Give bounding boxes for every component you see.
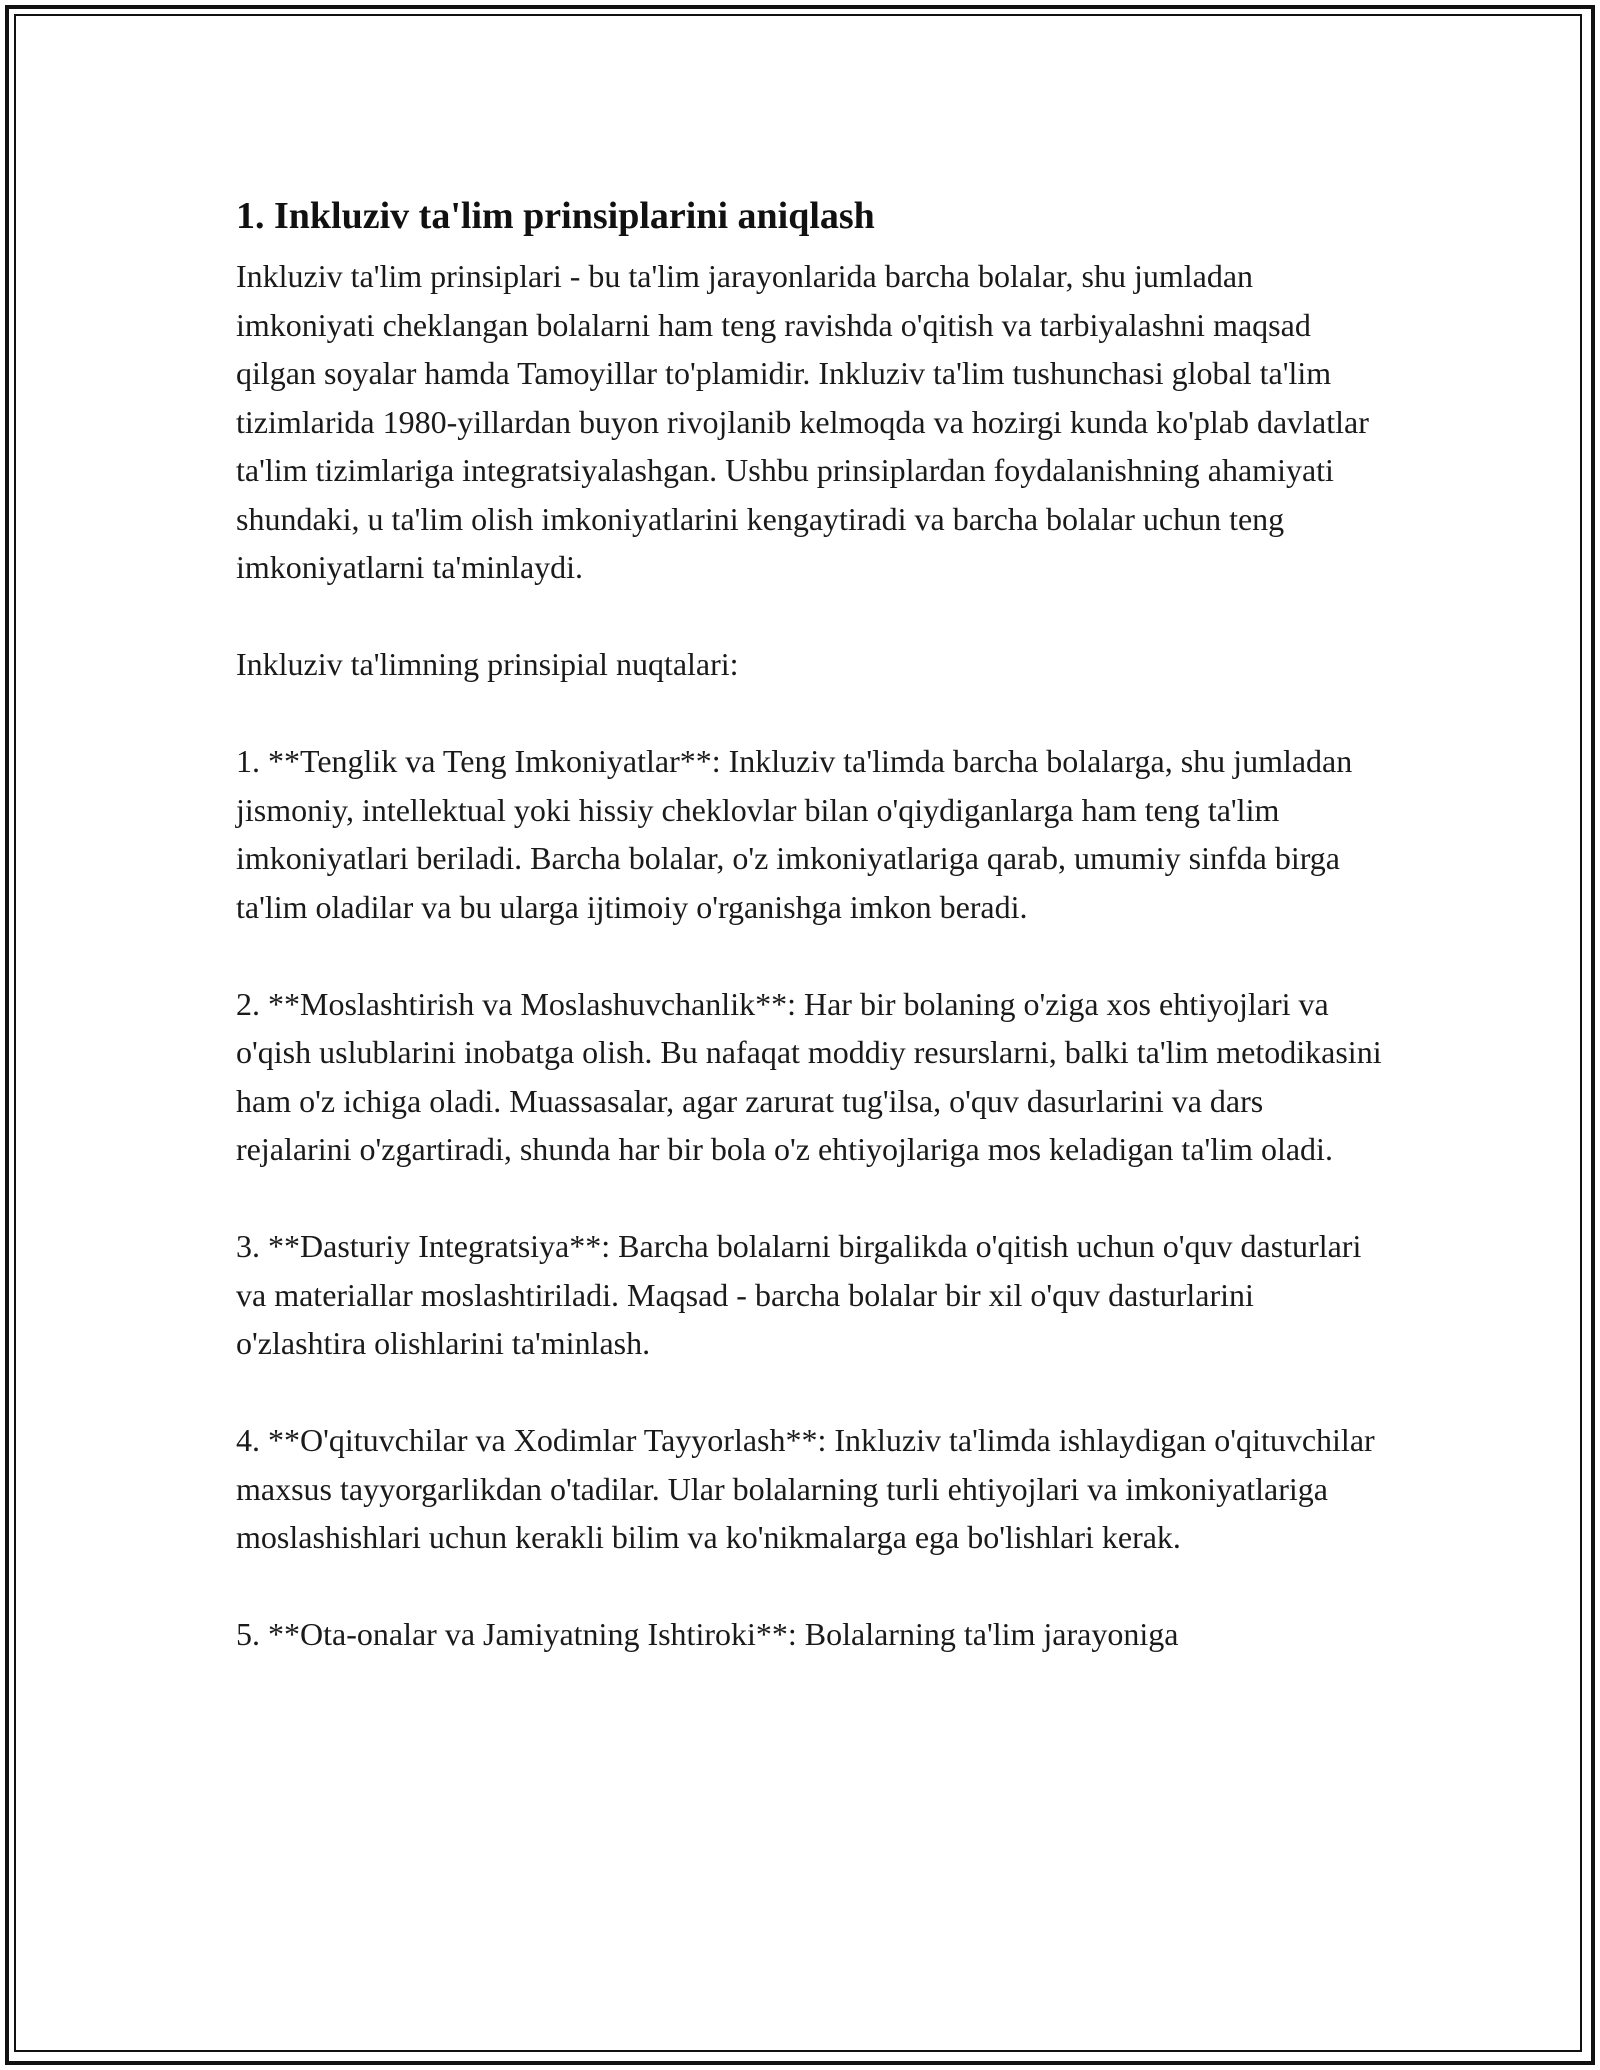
list-item-4: 4. **O'qituvchilar va Xodimlar Tayyorlash**: Inkluziv ta'limda ishlaydigan o'qituvchilar maxsus tayyorgarlikdan o'tadilar. Ular bolalarning turli ehtiyojlari va imkoniyatlariga moslashishlari uchun kerakli bilim va ko'nikmalarga ega bo'lishlari kerak. <box>236 1422 1375 1555</box>
paragraph-list-heading: Inkluziv ta'limning prinsipial nuqtalari: <box>236 646 739 682</box>
paragraph-intro: Inkluziv ta'lim prinsiplari - bu ta'lim jarayonlarida barcha bolalar, shu jumladan imkoniyati cheklangan bolalarni ham teng ravishda o'qitish va tarbiyalashni maqsad qilgan soyalar hamda Tamoyillar to'plamidir. Inkluziv ta'lim tushunchasi global ta'lim tizimlarida 1980-yillardan buyon rivojlanib kelmoqda va hozirgi kunda ko'plab davlatlar ta'lim tizimlariga integratsiyalashgan. Ushbu prinsiplardan foydalanishning ahamiyati shundaki, u ta'lim olish imkoniyatlarini kengaytiradi va barcha bolalar uchun teng imkoniyatlarni ta'minlaydi. <box>236 258 1369 585</box>
document-body <box>236 190 1386 1707</box>
list-item-3: 3. **Dasturiy Integratsiya**: Barcha bolalarni birgalikda o'qitish uchun o'quv dasturlari va materiallar moslashtiriladi. Maqsad - barcha bolalar bir xil o'quv dasturlarini o'zlashtira olishlarini ta'minlash. <box>236 1228 1362 1361</box>
list-item-1: 1. **Tenglik va Teng Imkoniyatlar**: Inkluziv ta'limda barcha bolalarga, shu jumladan jismoniy, intellektual yoki hissiy cheklovlar bilan o'qiydiganlarga ham teng ta'lim imkoniyatlari beriladi. Barcha bolalar, o'z imkoniyatlariga qarab, umumiy sinfda birga ta'lim oladilar va bu ularga ijtimoiy o'rganishga imkon beradi. <box>236 743 1353 925</box>
list-item-2: 2. **Moslashtirish va Moslashuvchanlik**: Har bir bolaning o'ziga xos ehtiyojlari va o'qish uslublarini inobatga olish. Bu nafaqat moddiy resurslarni, balki ta'lim metodikasini ham o'z ichiga oladi. Muassasalar, agar zarurat tug'ilsa, o'quv dasurlarini va dars rejalarini o'zgartiradi, shunda har bir bola o'z ehtiyojlariga mos keladigan ta'lim oladi. <box>236 985 1382 1167</box>
list-item-5: 5. **Ota-onalar va Jamiyatning Ishtiroki**: Bolalarning ta'lim jarayoniga <box>236 1616 1179 1652</box>
document-title: 1. Inkluziv ta'lim prinsiplarini aniqlash <box>236 195 875 237</box>
